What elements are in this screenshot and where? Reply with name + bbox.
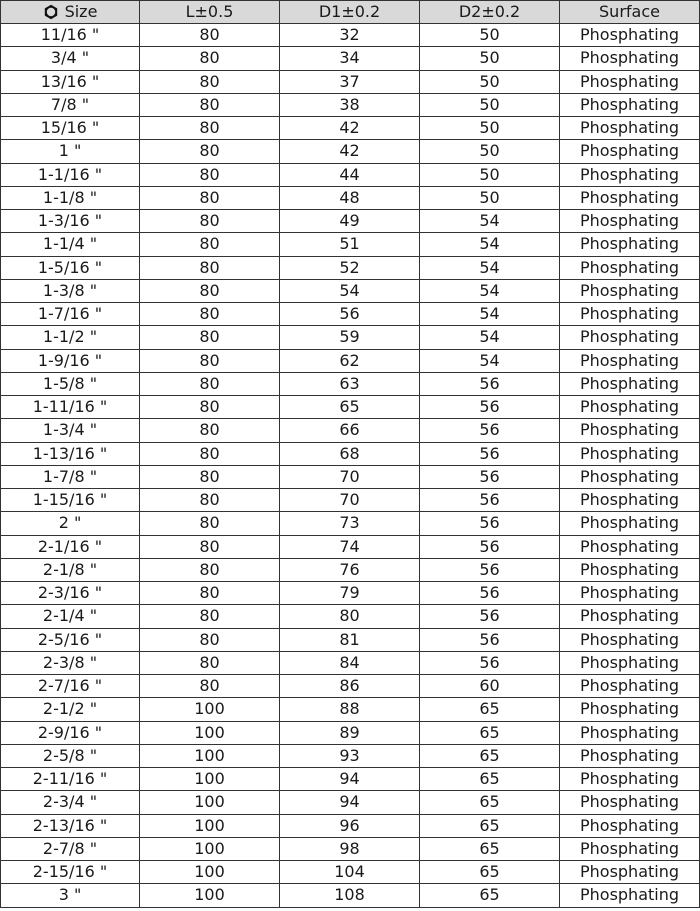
cell-d1: 34 [280,47,420,70]
cell-d2: 56 [420,628,560,651]
cell-l: 80 [140,93,280,116]
cell-l: 80 [140,349,280,372]
cell-d2: 54 [420,326,560,349]
table-row [1,117,700,140]
cell-d2: 50 [420,140,560,163]
cell-d2: 56 [420,558,560,581]
cell-size: 1-9/16 " [1,349,140,372]
cell-d1: 74 [280,535,420,558]
cell-d2: 54 [420,210,560,233]
cell-l: 80 [140,70,280,93]
cell-d1: 89 [280,721,420,744]
cell-l: 80 [140,163,280,186]
cell-size: 1-1/4 " [1,233,140,256]
cell-size: 1-15/16 " [1,489,140,512]
cell-surface: Phosphating [560,419,700,442]
cell-d1: 88 [280,698,420,721]
table-row [1,279,700,302]
cell-d2: 50 [420,47,560,70]
cell-size: 13/16 " [1,70,140,93]
cell-d1: 32 [280,24,420,47]
cell-surface: Phosphating [560,326,700,349]
cell-size: 2-3/8 " [1,651,140,674]
table-row [1,837,700,860]
cell-surface: Phosphating [560,70,700,93]
cell-l: 80 [140,47,280,70]
cell-surface: Phosphating [560,117,700,140]
header-size-label: Size [64,2,98,21]
cell-surface: Phosphating [560,233,700,256]
table-row [1,349,700,372]
cell-surface: Phosphating [560,186,700,209]
cell-l: 80 [140,117,280,140]
cell-surface: Phosphating [560,814,700,837]
cell-l: 80 [140,489,280,512]
cell-d1: 93 [280,744,420,767]
cell-surface: Phosphating [560,163,700,186]
cell-size: 1-5/16 " [1,256,140,279]
cell-size: 2-1/2 " [1,698,140,721]
cell-size: 1-3/16 " [1,210,140,233]
cell-size: 2 " [1,512,140,535]
cell-size: 1-11/16 " [1,396,140,419]
cell-size: 2-7/16 " [1,675,140,698]
cell-d1: 86 [280,675,420,698]
cell-surface: Phosphating [560,651,700,674]
cell-size: 1-13/16 " [1,442,140,465]
cell-d2: 54 [420,349,560,372]
table-row [1,442,700,465]
cell-d2: 50 [420,93,560,116]
cell-d1: 56 [280,303,420,326]
cell-d1: 63 [280,372,420,395]
cell-d1: 73 [280,512,420,535]
header-d1: D1±0.2 [280,1,420,24]
cell-d2: 65 [420,791,560,814]
cell-l: 80 [140,326,280,349]
cell-d1: 108 [280,884,420,907]
table-row [1,791,700,814]
cell-l: 80 [140,396,280,419]
cell-d1: 44 [280,163,420,186]
cell-l: 80 [140,605,280,628]
table-row [1,326,700,349]
cell-size: 2-13/16 " [1,814,140,837]
cell-size: 3 " [1,884,140,907]
cell-size: 1-1/16 " [1,163,140,186]
cell-size: 1-3/8 " [1,279,140,302]
cell-surface: Phosphating [560,837,700,860]
cell-size: 11/16 " [1,24,140,47]
cell-size: 2-1/8 " [1,558,140,581]
hex-ring-icon [43,4,59,20]
table-row [1,93,700,116]
header-surface: Surface [560,1,700,24]
cell-d2: 54 [420,303,560,326]
cell-surface: Phosphating [560,884,700,907]
cell-size: 7/8 " [1,93,140,116]
cell-l: 80 [140,256,280,279]
cell-d2: 56 [420,582,560,605]
cell-d1: 37 [280,70,420,93]
cell-d1: 94 [280,791,420,814]
cell-d1: 80 [280,605,420,628]
cell-d1: 38 [280,93,420,116]
cell-d2: 56 [420,396,560,419]
cell-size: 15/16 " [1,117,140,140]
cell-surface: Phosphating [560,210,700,233]
cell-l: 100 [140,884,280,907]
cell-l: 80 [140,419,280,442]
cell-size: 2-15/16 " [1,861,140,884]
cell-size: 2-9/16 " [1,721,140,744]
cell-surface: Phosphating [560,140,700,163]
cell-d2: 56 [420,372,560,395]
cell-size: 2-3/4 " [1,791,140,814]
cell-size: 2-5/8 " [1,744,140,767]
cell-surface: Phosphating [560,349,700,372]
cell-l: 80 [140,442,280,465]
cell-d1: 104 [280,861,420,884]
cell-l: 80 [140,628,280,651]
table-row [1,582,700,605]
cell-d2: 50 [420,24,560,47]
cell-d1: 54 [280,279,420,302]
cell-l: 100 [140,791,280,814]
cell-l: 100 [140,814,280,837]
table-row [1,861,700,884]
table-row [1,70,700,93]
cell-d1: 42 [280,117,420,140]
cell-size: 2-3/16 " [1,582,140,605]
cell-size: 2-5/16 " [1,628,140,651]
cell-l: 80 [140,233,280,256]
header-row [1,1,700,24]
cell-d2: 56 [420,419,560,442]
table-row [1,465,700,488]
cell-d2: 54 [420,233,560,256]
header-size [1,1,140,24]
cell-d1: 62 [280,349,420,372]
table-row [1,256,700,279]
cell-l: 80 [140,558,280,581]
cell-size: 1-1/8 " [1,186,140,209]
table-body [1,24,700,908]
cell-d2: 56 [420,442,560,465]
table-row [1,372,700,395]
cell-d1: 49 [280,210,420,233]
cell-d2: 54 [420,256,560,279]
cell-d2: 56 [420,535,560,558]
cell-l: 100 [140,861,280,884]
cell-size: 1-7/8 " [1,465,140,488]
cell-surface: Phosphating [560,558,700,581]
cell-d1: 66 [280,419,420,442]
table-row [1,721,700,744]
cell-d1: 65 [280,396,420,419]
cell-l: 80 [140,372,280,395]
cell-size: 1-7/16 " [1,303,140,326]
cell-l: 80 [140,675,280,698]
cell-surface: Phosphating [560,535,700,558]
cell-d2: 65 [420,837,560,860]
cell-surface: Phosphating [560,442,700,465]
cell-surface: Phosphating [560,396,700,419]
cell-size: 2-7/8 " [1,837,140,860]
cell-l: 100 [140,837,280,860]
cell-d2: 50 [420,117,560,140]
cell-d1: 59 [280,326,420,349]
table-row [1,605,700,628]
cell-d2: 50 [420,70,560,93]
cell-d1: 48 [280,186,420,209]
cell-d1: 96 [280,814,420,837]
cell-surface: Phosphating [560,768,700,791]
cell-surface: Phosphating [560,372,700,395]
cell-size: 2-1/16 " [1,535,140,558]
cell-surface: Phosphating [560,256,700,279]
table-row [1,768,700,791]
cell-d1: 68 [280,442,420,465]
table-row [1,140,700,163]
cell-surface: Phosphating [560,605,700,628]
cell-l: 80 [140,279,280,302]
cell-d2: 56 [420,605,560,628]
cell-d2: 50 [420,163,560,186]
table-row [1,814,700,837]
cell-d2: 54 [420,279,560,302]
cell-l: 100 [140,768,280,791]
cell-d2: 65 [420,814,560,837]
cell-d2: 60 [420,675,560,698]
cell-d2: 65 [420,698,560,721]
table-row [1,47,700,70]
cell-surface: Phosphating [560,744,700,767]
table-row [1,628,700,651]
table-row [1,210,700,233]
cell-surface: Phosphating [560,303,700,326]
cell-l: 80 [140,651,280,674]
table-row [1,558,700,581]
cell-l: 80 [140,24,280,47]
header-d2: D2±0.2 [420,1,560,24]
cell-d2: 65 [420,884,560,907]
cell-l: 80 [140,186,280,209]
cell-d1: 51 [280,233,420,256]
cell-d2: 50 [420,186,560,209]
cell-d2: 56 [420,489,560,512]
table-row [1,163,700,186]
cell-d1: 70 [280,489,420,512]
cell-d2: 65 [420,744,560,767]
cell-d1: 70 [280,465,420,488]
cell-surface: Phosphating [560,628,700,651]
cell-size: 2-11/16 " [1,768,140,791]
table-row [1,303,700,326]
cell-l: 100 [140,698,280,721]
cell-d2: 65 [420,861,560,884]
table-row [1,419,700,442]
cell-size: 2-1/4 " [1,605,140,628]
table-row [1,233,700,256]
table-row [1,396,700,419]
cell-d1: 79 [280,582,420,605]
cell-l: 80 [140,512,280,535]
cell-size: 1-3/4 " [1,419,140,442]
cell-l: 100 [140,721,280,744]
table-row [1,512,700,535]
table-row [1,186,700,209]
table-row [1,884,700,907]
cell-size: 1 " [1,140,140,163]
cell-surface: Phosphating [560,698,700,721]
cell-d1: 52 [280,256,420,279]
cell-d2: 65 [420,721,560,744]
cell-surface: Phosphating [560,47,700,70]
cell-d1: 81 [280,628,420,651]
cell-surface: Phosphating [560,93,700,116]
table-header [1,1,700,24]
cell-l: 80 [140,140,280,163]
cell-d2: 56 [420,512,560,535]
cell-d1: 76 [280,558,420,581]
table-row [1,489,700,512]
cell-surface: Phosphating [560,279,700,302]
cell-surface: Phosphating [560,675,700,698]
cell-d1: 42 [280,140,420,163]
cell-d1: 98 [280,837,420,860]
table-row [1,675,700,698]
cell-surface: Phosphating [560,465,700,488]
cell-l: 100 [140,744,280,767]
cell-l: 80 [140,303,280,326]
cell-l: 80 [140,582,280,605]
cell-size: 3/4 " [1,47,140,70]
cell-size: 1-1/2 " [1,326,140,349]
cell-surface: Phosphating [560,791,700,814]
cell-surface: Phosphating [560,24,700,47]
cell-d2: 65 [420,768,560,791]
cell-surface: Phosphating [560,582,700,605]
table-row [1,651,700,674]
cell-surface: Phosphating [560,512,700,535]
table-row [1,698,700,721]
table-row [1,744,700,767]
table-row [1,24,700,47]
cell-surface: Phosphating [560,489,700,512]
cell-surface: Phosphating [560,861,700,884]
header-l: L±0.5 [140,1,280,24]
cell-d1: 84 [280,651,420,674]
cell-size: 1-5/8 " [1,372,140,395]
cell-l: 80 [140,210,280,233]
table-row [1,535,700,558]
cell-l: 80 [140,535,280,558]
cell-d1: 94 [280,768,420,791]
cell-d2: 56 [420,651,560,674]
cell-surface: Phosphating [560,721,700,744]
cell-d2: 56 [420,465,560,488]
cell-l: 80 [140,465,280,488]
